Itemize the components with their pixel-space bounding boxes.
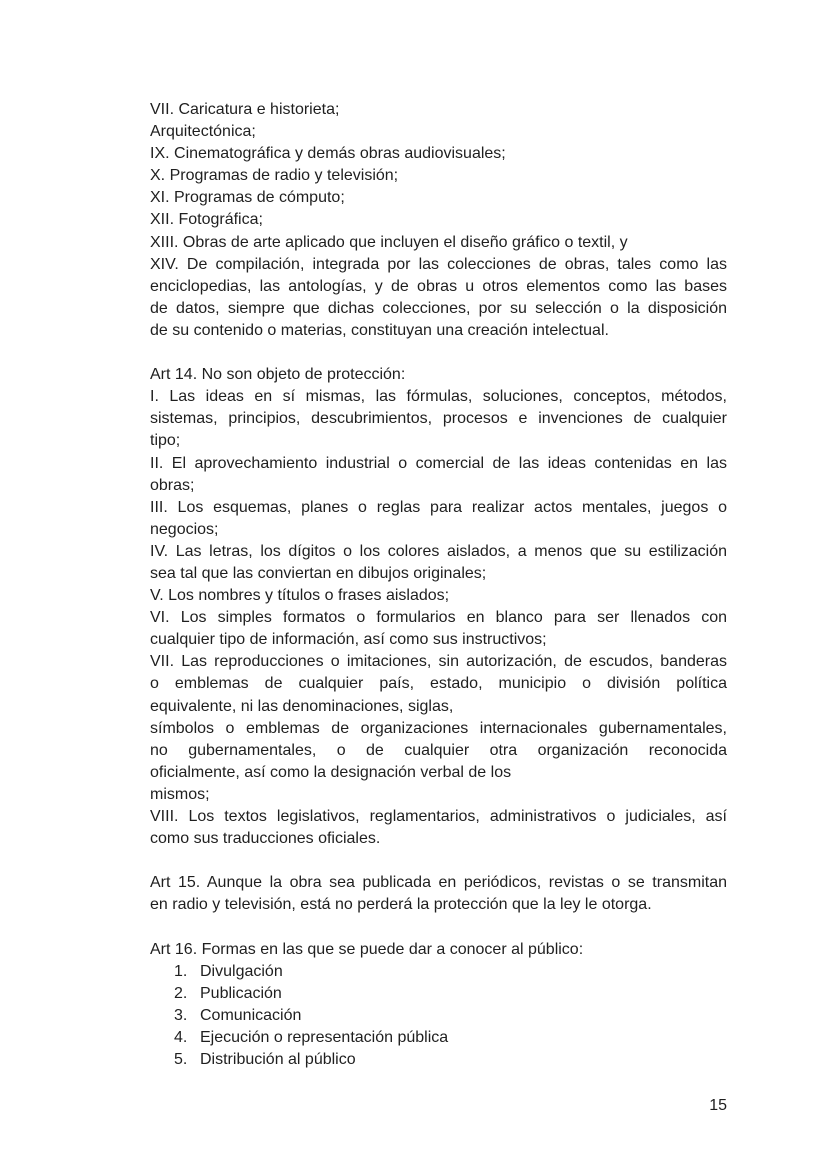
text-line: equivalente, ni las denominaciones, siglas, (150, 697, 454, 715)
page-number: 15 (709, 1097, 727, 1114)
text-line: de datos, siempre que dichas colecciones, por su selección o la disposición (150, 299, 727, 317)
list-text: Comunicación (200, 1006, 302, 1024)
text-line: sistemas, principios, descubrimientos, procesos e invenciones de cualquier (150, 410, 727, 428)
text-line: X. Programas de radio y televisión; (150, 167, 399, 185)
text-line: o emblemas de cualquier país, estado, municipio o división política (150, 675, 727, 693)
text-line: Art 14. No son objeto de protección: (150, 366, 406, 384)
blank-line (150, 850, 727, 872)
list-item (150, 1049, 727, 1071)
text-line: enciclopedias, las antologías, y de obras u otros elementos como las bases (150, 277, 727, 295)
text-line: VII. Las reproducciones o imitaciones, sin autorización, de escudos, banderas (150, 653, 727, 671)
list-number: 3. (174, 1006, 188, 1024)
text-line: III. Los esquemas, planes o reglas para realizar actos mentales, juegos o (150, 498, 727, 516)
text-line: XI. Programas de cómputo; (150, 189, 345, 207)
text-line: en radio y televisión, está no perderá la protección que la ley le otorga. (150, 896, 652, 914)
blank-line (150, 342, 727, 364)
text-line: Art 15. Aunque la obra sea publicada en periódicos, revistas o se transmitan (150, 874, 727, 892)
text-line: negocios; (150, 520, 219, 538)
text-line: VIII. Los textos legislativos, reglamentarios, administrativos o judiciales, así (150, 808, 727, 825)
text-line: VI. Los simples formatos o formularios en blanco para ser llenados con (150, 609, 727, 627)
text-line: VII. Caricatura e historieta; (150, 101, 340, 118)
text-line: Arquitectónica; (150, 123, 256, 141)
text-line: I. Las ideas en sí mismas, las fórmulas, soluciones, conceptos, métodos, (150, 388, 727, 406)
text-line: no gubernamentales, o de cualquier otra organización reconocida (150, 741, 727, 759)
text-line: V. Los nombres y títulos o frases aislados; (150, 587, 450, 605)
text-line: XII. Fotográfica; (150, 211, 263, 229)
text-line: cualquier tipo de información, así como sus instructivos; (150, 631, 547, 649)
text-line: IV. Las letras, los dígitos o los colores aislados, a menos que su estilización (150, 542, 727, 560)
list-text: Publicación (200, 984, 282, 1002)
text-line: tipo; (150, 432, 181, 450)
list-item (150, 1027, 727, 1049)
text-line: sea tal que las conviertan en dibujos originales; (150, 564, 487, 582)
body-text (150, 99, 727, 961)
list-text: Divulgación (200, 962, 283, 980)
list-text: Ejecución o representación pública (200, 1028, 449, 1046)
text-line: IX. Cinematográfica y demás obras audiovisuales; (150, 145, 506, 163)
list-number: 2. (174, 984, 188, 1002)
document-page (150, 99, 727, 1071)
text-line: como sus traducciones oficiales. (150, 830, 381, 848)
text-line: mismos; (150, 785, 210, 803)
text-line: de su contenido o materias, constituyan una creación intelectual. (150, 321, 609, 339)
list-number: 1. (174, 962, 188, 980)
text-line: XIV. De compilación, integrada por las colecciones de obras, tales como las (150, 255, 727, 273)
text-line: símbolos o emblemas de organizaciones internacionales gubernamentales, (150, 719, 727, 737)
list-item (150, 1005, 727, 1027)
list-text: Distribución al público (200, 1051, 356, 1069)
list-number: 4. (174, 1028, 188, 1046)
list-number: 5. (174, 1051, 188, 1069)
text-line: obras; (150, 476, 195, 494)
text-line: Art 16. Formas en las que se puede dar a conocer al público: (150, 940, 584, 958)
text-line: oficialmente, así como la designación verbal de los (150, 763, 512, 781)
list-item (150, 983, 727, 1005)
text-line: XIII. Obras de arte aplicado que incluyen el diseño gráfico o textil, y (150, 233, 628, 251)
list-item (150, 961, 727, 983)
text-line: II. El aprovechamiento industrial o comercial de las ideas contenidas en las (150, 454, 727, 472)
art16-list (150, 961, 727, 1071)
blank-line (150, 916, 727, 938)
